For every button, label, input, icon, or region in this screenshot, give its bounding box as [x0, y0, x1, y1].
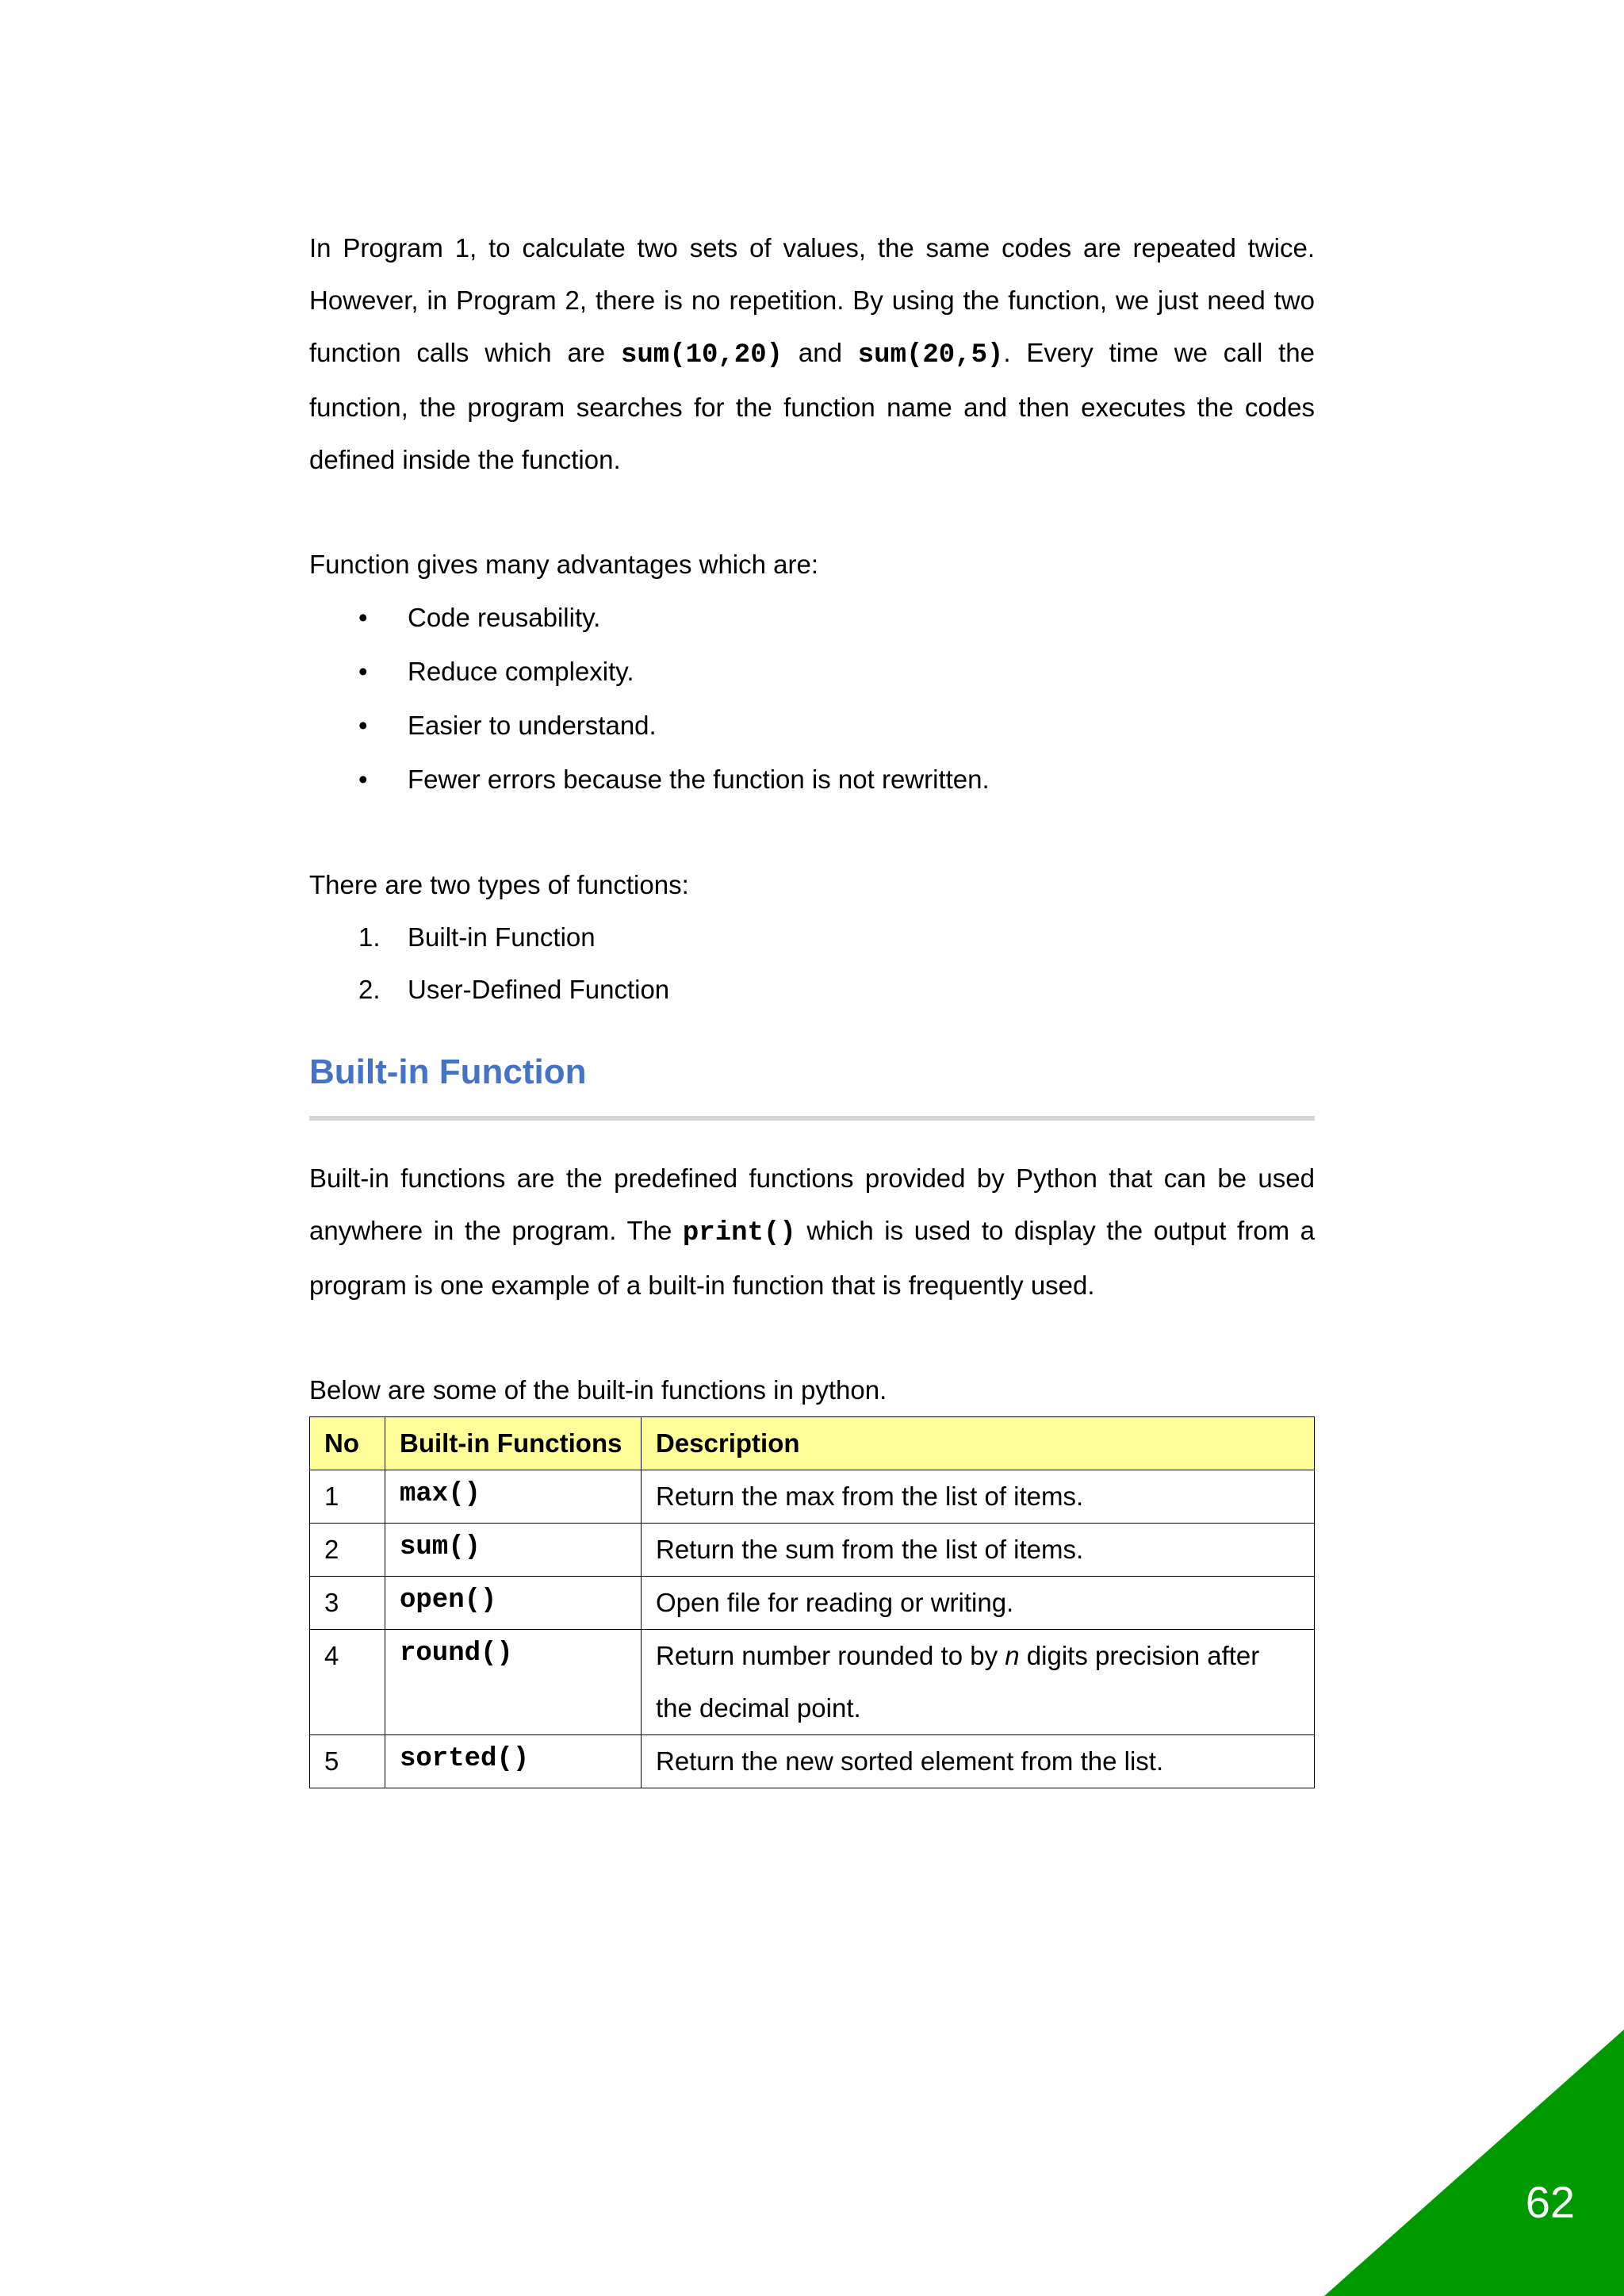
- list-item-text: Easier to understand.: [408, 711, 657, 740]
- description-text: digits precision after the decimal point.: [656, 1641, 1260, 1723]
- paragraph-text: . Every time we call the function, the program searches for the function name and then executes the codes defined inside the function.: [309, 338, 1315, 474]
- list-number: 2.: [358, 975, 381, 1004]
- table-row: [310, 1577, 1315, 1630]
- cell-description: Open file for reading or writing.: [642, 1577, 1315, 1630]
- table-row: [310, 1470, 1315, 1524]
- cell-no: 3: [310, 1577, 385, 1630]
- column-header-no: No: [310, 1417, 385, 1470]
- bullet-icon: •: [358, 657, 368, 686]
- list-item: [309, 753, 1315, 807]
- table-row: [310, 1735, 1315, 1788]
- cell-function: round(): [385, 1630, 642, 1735]
- list-item: [309, 911, 1315, 964]
- types-intro: There are two types of functions:: [309, 870, 689, 899]
- bullet-icon: •: [358, 765, 368, 794]
- list-item-text: Code reusability.: [408, 603, 601, 632]
- spacer: [309, 1312, 1315, 1364]
- advantages-list: [309, 591, 1315, 807]
- spacer: [309, 807, 1315, 859]
- paragraph-text: Built-in functions are the predefined functions provided by Python that can be used anywhere in the program. The: [309, 1163, 1315, 1245]
- intro-paragraph: [309, 222, 1315, 486]
- description-emphasis: n: [1005, 1641, 1020, 1670]
- inline-code-sum-10-20: sum(10,20): [620, 340, 783, 370]
- inline-code-sum-20-5: sum(20,5): [857, 340, 1004, 370]
- section-heading: Built-in Function: [309, 1052, 587, 1091]
- list-item-text: Fewer errors because the function is not rewritten.: [408, 765, 990, 794]
- cell-function: open(): [385, 1577, 642, 1630]
- cell-function: sorted(): [385, 1735, 642, 1788]
- column-header-functions: Built-in Functions: [385, 1417, 642, 1470]
- list-item: [309, 591, 1315, 645]
- list-item: [309, 699, 1315, 753]
- types-list: [309, 911, 1315, 1016]
- section-divider: [309, 1116, 1315, 1121]
- list-item: [309, 645, 1315, 699]
- list-item: [309, 964, 1315, 1016]
- list-item-text: Built-in Function: [408, 922, 596, 952]
- paragraph-text: which is used to display the output from a program is one example of a built-in function that is frequently used.: [309, 1216, 1315, 1300]
- page-corner-triangle: [1324, 2030, 1624, 2296]
- builtin-functions-table: [309, 1416, 1315, 1788]
- table-row: [310, 1524, 1315, 1577]
- list-item-text: Reduce complexity.: [408, 657, 634, 686]
- description-text: Return number rounded to by: [656, 1641, 1005, 1670]
- table-header-row: [310, 1417, 1315, 1470]
- paragraph-text: and: [783, 338, 858, 367]
- inline-code-print: print(): [682, 1218, 796, 1248]
- cell-function: sum(): [385, 1524, 642, 1577]
- cell-description: Return the sum from the list of items.: [642, 1524, 1315, 1577]
- cell-description: [642, 1630, 1315, 1735]
- advantages-intro: Function gives many advantages which are:: [309, 550, 819, 579]
- page-content: [309, 222, 1315, 1788]
- table-intro: Below are some of the built-in functions in python.: [309, 1375, 887, 1405]
- cell-no: 2: [310, 1524, 385, 1577]
- cell-description: Return the max from the list of items.: [642, 1470, 1315, 1524]
- spacer: [309, 486, 1315, 539]
- page-number: 62: [1525, 2177, 1575, 2227]
- cell-no: 4: [310, 1630, 385, 1735]
- cell-description: Return the new sorted element from the list.: [642, 1735, 1315, 1788]
- cell-no: 5: [310, 1735, 385, 1788]
- cell-function: max(): [385, 1470, 642, 1524]
- list-number: 1.: [358, 922, 381, 952]
- bullet-icon: •: [358, 603, 368, 632]
- list-item-text: User-Defined Function: [408, 975, 670, 1004]
- bullet-icon: •: [358, 711, 368, 740]
- column-header-description: Description: [642, 1417, 1315, 1470]
- table-row: [310, 1630, 1315, 1735]
- builtin-paragraph: [309, 1152, 1315, 1312]
- paragraph-text: In Program 1, to calculate two sets of values, the same codes are repeated twice. However, in Program 2, there is no repetition. By using the function, we just need two function calls which are: [309, 233, 1315, 367]
- cell-no: 1: [310, 1470, 385, 1524]
